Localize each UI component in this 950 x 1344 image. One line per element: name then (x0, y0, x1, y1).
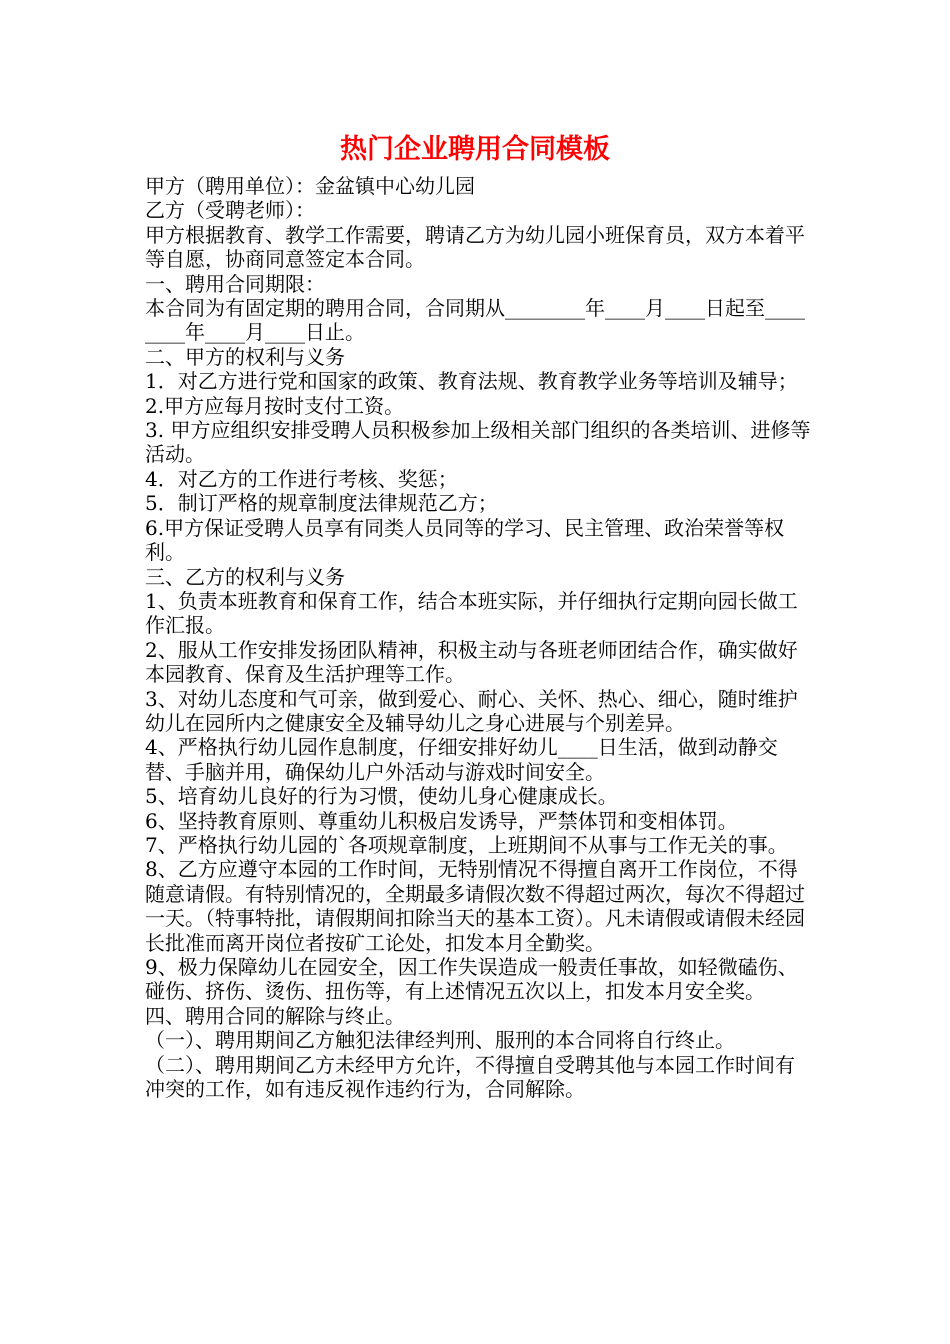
paragraph-termination-2: （二）、聘用期间乙方未经甲方允许，不得擅自受聘其他与本园工作时间有冲突的工作，如有违反视作违约行为，合同解除。 (145, 1052, 795, 1102)
paragraph-b-item-5: 5、培育幼儿良好的行为习惯，使幼儿身心健康成长。 (145, 784, 618, 809)
paragraph-b-item-1: 1、负责本班教育和保育工作，结合本班实际，并仔细执行定期向园长做工作汇报。 (145, 588, 798, 638)
paragraph-b-item-6: 6、坚持教育原则、尊重幼儿积极启发诱导，严禁体罚和变相体罚。 (145, 808, 738, 833)
paragraph-party-a: 甲方（聘用单位）：金盆镇中心幼儿园 (145, 174, 475, 198)
paragraph-a-item-1: 1．对乙方进行党和国家的政策、教育法规、教育教学业务等培训及辅导； (145, 369, 798, 394)
section-heading-party-a-rights: 二、甲方的权利与义务 (145, 344, 345, 369)
paragraph-termination-1: （一）、聘用期间乙方触犯法律经判刑、服刑的本合同将自行终止。 (145, 1028, 735, 1053)
paragraph-term: 本合同为有固定期的聘用合同，合同期从________年____月____日起至________年____月____日止。 (145, 296, 805, 345)
section-heading-party-b-rights: 三、乙方的权利与义务 (145, 564, 345, 589)
paragraph-b-item-7: 7、严格执行幼儿园的`各项规章制度，上班期间不从事与工作无关的事。 (145, 832, 788, 857)
document-title: 热门企业聘用合同模板 (340, 134, 610, 165)
paragraph-a-item-6: 6.甲方保证受聘人员享有同类人员同等的学习、民主管理、政治荣誉等权利。 (145, 515, 785, 565)
section-heading-termination: 四、聘用合同的解除与终止。 (145, 1003, 405, 1028)
section-heading-term: 一、聘用合同期限： (145, 271, 325, 296)
paragraph-a-item-2: 2.甲方应每月按时支付工资。 (145, 393, 405, 418)
paragraph-a-item-5: 5．制订严格的规章制度法律规范乙方； (145, 491, 498, 516)
paragraph-b-item-3: 3、对幼儿态度和气可亲，做到爱心、耐心、关怀、热心、细心，随时维护幼儿在园所内之健康安全及辅导幼儿之身心进展与个别差异。 (145, 686, 798, 735)
paragraph-b-item-2: 2、服从工作安排发扬团队精神，积极主动与各班老师团结合作，确实做好本园教育、保育及生活护理等工作。 (145, 637, 798, 687)
paragraph-party-b: 乙方（受聘老师）： (145, 198, 315, 223)
paragraph-b-item-8: 8、乙方应遵守本园的工作时间，无特别情况不得擅自离开工作岗位，不得随意请假。有特别情况的，全期最多请假次数不得超过两次，每次不得超过一天。（特事特批，请假期间扣除当天的基本工资）。凡未请假或请假未经园长批准而离开岗位者按矿工论处，扣发本月全勤奖。 (145, 857, 805, 955)
paragraph-preamble: 甲方根据教育、教学工作需要，聘请乙方为幼儿园小班保育员，双方本着平等自愿，协商同意签定本合同。 (145, 222, 805, 272)
paragraph-a-item-4: 4．对乙方的工作进行考核、奖惩； (145, 466, 458, 491)
paragraph-b-item-4: 4、严格执行幼儿园作息制度，仔细安排好幼儿____日生活，做到动静交替、手脑并用，确保幼儿户外活动与游戏时间安全。 (145, 735, 778, 784)
document-body (145, 174, 813, 1101)
paragraph-b-item-9: 9、极力保障幼儿在园安全，因工作失误造成一般责任事故，如轻微磕伤、碰伤、挤伤、烫伤、扭伤等，有上述情况五次以上，扣发本月安全奖。 (145, 955, 798, 1004)
paragraph-a-item-3: 3. 甲方应组织安排受聘人员积极参加上级相关部门组织的各类培训、进修等活动。 (145, 418, 811, 467)
